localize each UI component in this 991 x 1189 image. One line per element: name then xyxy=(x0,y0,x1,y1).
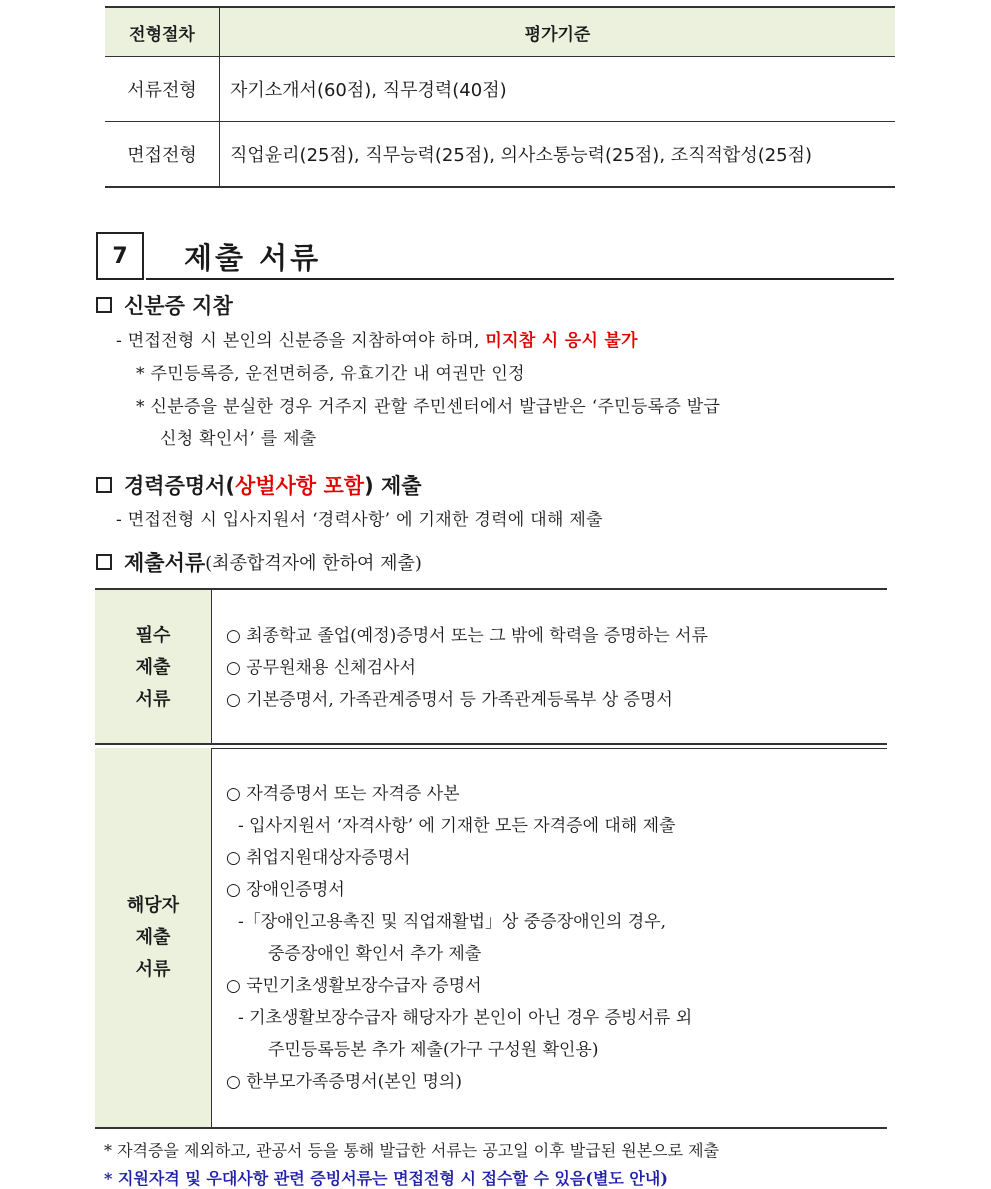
table-row xyxy=(105,122,895,188)
section-number: 7 xyxy=(96,232,144,280)
list-item: ○ 장애인증명서 xyxy=(226,879,345,900)
section-underline xyxy=(146,278,894,280)
id-card-note-continued: 신청 확인서’ 를 제출 xyxy=(160,429,317,449)
id-card-line xyxy=(116,326,638,351)
required-docs-label xyxy=(95,590,212,745)
required-docs-row xyxy=(95,588,887,745)
section-title: 제출 서류 xyxy=(184,241,322,275)
list-item: ○ 자격증명서 또는 자격증 사본 xyxy=(226,783,460,804)
list-subitem: - 입사지원서 ‘자격사항’ 에 기재한 모든 자격증에 대해 제출 xyxy=(238,815,676,836)
footnote: * 자격증을 제외하고, 관공서 등을 통해 발급한 서류는 공고일 이후 발급된 원본으로 제출 xyxy=(104,1141,720,1160)
checkbox-square-icon xyxy=(96,477,112,493)
required-docs-list xyxy=(212,590,887,745)
label-line: 서류 xyxy=(135,688,171,710)
submit-heading xyxy=(96,547,422,577)
career-heading xyxy=(96,470,422,500)
id-card-heading xyxy=(96,290,233,320)
id-card-note: * 신분증을 분실한 경우 거주지 관할 주민센터에서 발급받은 ‘주민등록증 발급 xyxy=(136,397,721,417)
column-header: 전형절차 xyxy=(105,8,220,56)
list-item: ○ 국민기초생활보장수급자 증명서 xyxy=(226,975,482,996)
applicable-docs-label xyxy=(95,748,212,1127)
label-line: 해당자 xyxy=(126,894,180,916)
table-header-row xyxy=(105,6,895,57)
list-item: ○ 최종학교 졸업(예정)증명서 또는 그 밖에 학력을 증명하는 서류 xyxy=(226,625,708,646)
criteria-cell: 자기소개서(60점), 직무경력(40점) xyxy=(230,80,507,101)
label-line: 제출 xyxy=(135,656,171,678)
list-subitem-continued: 주민등록등본 추가 제출(가구 구성원 확인용) xyxy=(268,1039,599,1060)
footnote-highlight: * 지원자격 및 우대사항 관련 증빙서류는 면접전형 시 접수할 수 있음(별도 안내) xyxy=(104,1169,668,1188)
id-card-heading-text: 신분증 지참 xyxy=(124,294,233,318)
checkbox-square-icon xyxy=(96,554,112,570)
career-heading-text: 경력증명서( xyxy=(124,474,236,498)
id-card-warning: 미지참 시 응시 불가 xyxy=(485,331,638,351)
list-item: ○ 공무원채용 신체검사서 xyxy=(226,657,416,678)
id-card-line-text: - 면접전형 시 본인의 신분증을 지참하여야 하며, xyxy=(116,331,486,351)
list-subitem: -「장애인고용촉진 및 직업재활법」상 중증장애인의 경우, xyxy=(238,911,667,932)
submit-heading-note: (최종합격자에 한하여 제출) xyxy=(205,553,422,574)
criteria-cell: 직업윤리(25점), 직무능력(25점), 의사소통능력(25점), 조직적합성(25점) xyxy=(230,145,813,166)
list-subitem: - 기초생활보장수급자 해당자가 본인이 아닌 경우 증빙서류 외 xyxy=(238,1007,693,1028)
label-line: 서류 xyxy=(135,958,171,980)
list-subitem-continued: 중증장애인 확인서 추가 제출 xyxy=(268,943,482,964)
career-line: - 면접전형 시 입사지원서 ‘경력사항’ 에 기재한 경력에 대해 제출 xyxy=(116,510,603,530)
label-line: 필수 xyxy=(135,624,171,646)
table-row xyxy=(105,57,895,122)
list-item: ○ 취업지원대상자증명서 xyxy=(226,847,411,868)
career-heading-suffix: ) 제출 xyxy=(364,474,422,498)
step-cell: 면접전형 xyxy=(105,122,220,186)
step-cell: 서류전형 xyxy=(105,57,220,121)
column-header: 평가기준 xyxy=(524,24,591,45)
checkbox-square-icon xyxy=(96,297,112,313)
id-card-note: * 주민등록증, 운전면허증, 유효기간 내 여권만 인정 xyxy=(136,364,525,384)
label-line: 제출 xyxy=(135,926,171,948)
submit-heading-text: 제출서류 xyxy=(124,551,206,575)
list-item: ○ 한부모가족증명서(본인 명의) xyxy=(226,1071,462,1092)
evaluation-table xyxy=(105,6,895,188)
applicable-docs-row xyxy=(95,748,887,1129)
list-item: ○ 기본증명서, 가족관계증명서 등 가족관계등록부 상 증명서 xyxy=(226,689,673,710)
applicable-docs-list xyxy=(212,748,887,1127)
career-heading-highlight: 상벌사항 포함 xyxy=(235,474,365,498)
